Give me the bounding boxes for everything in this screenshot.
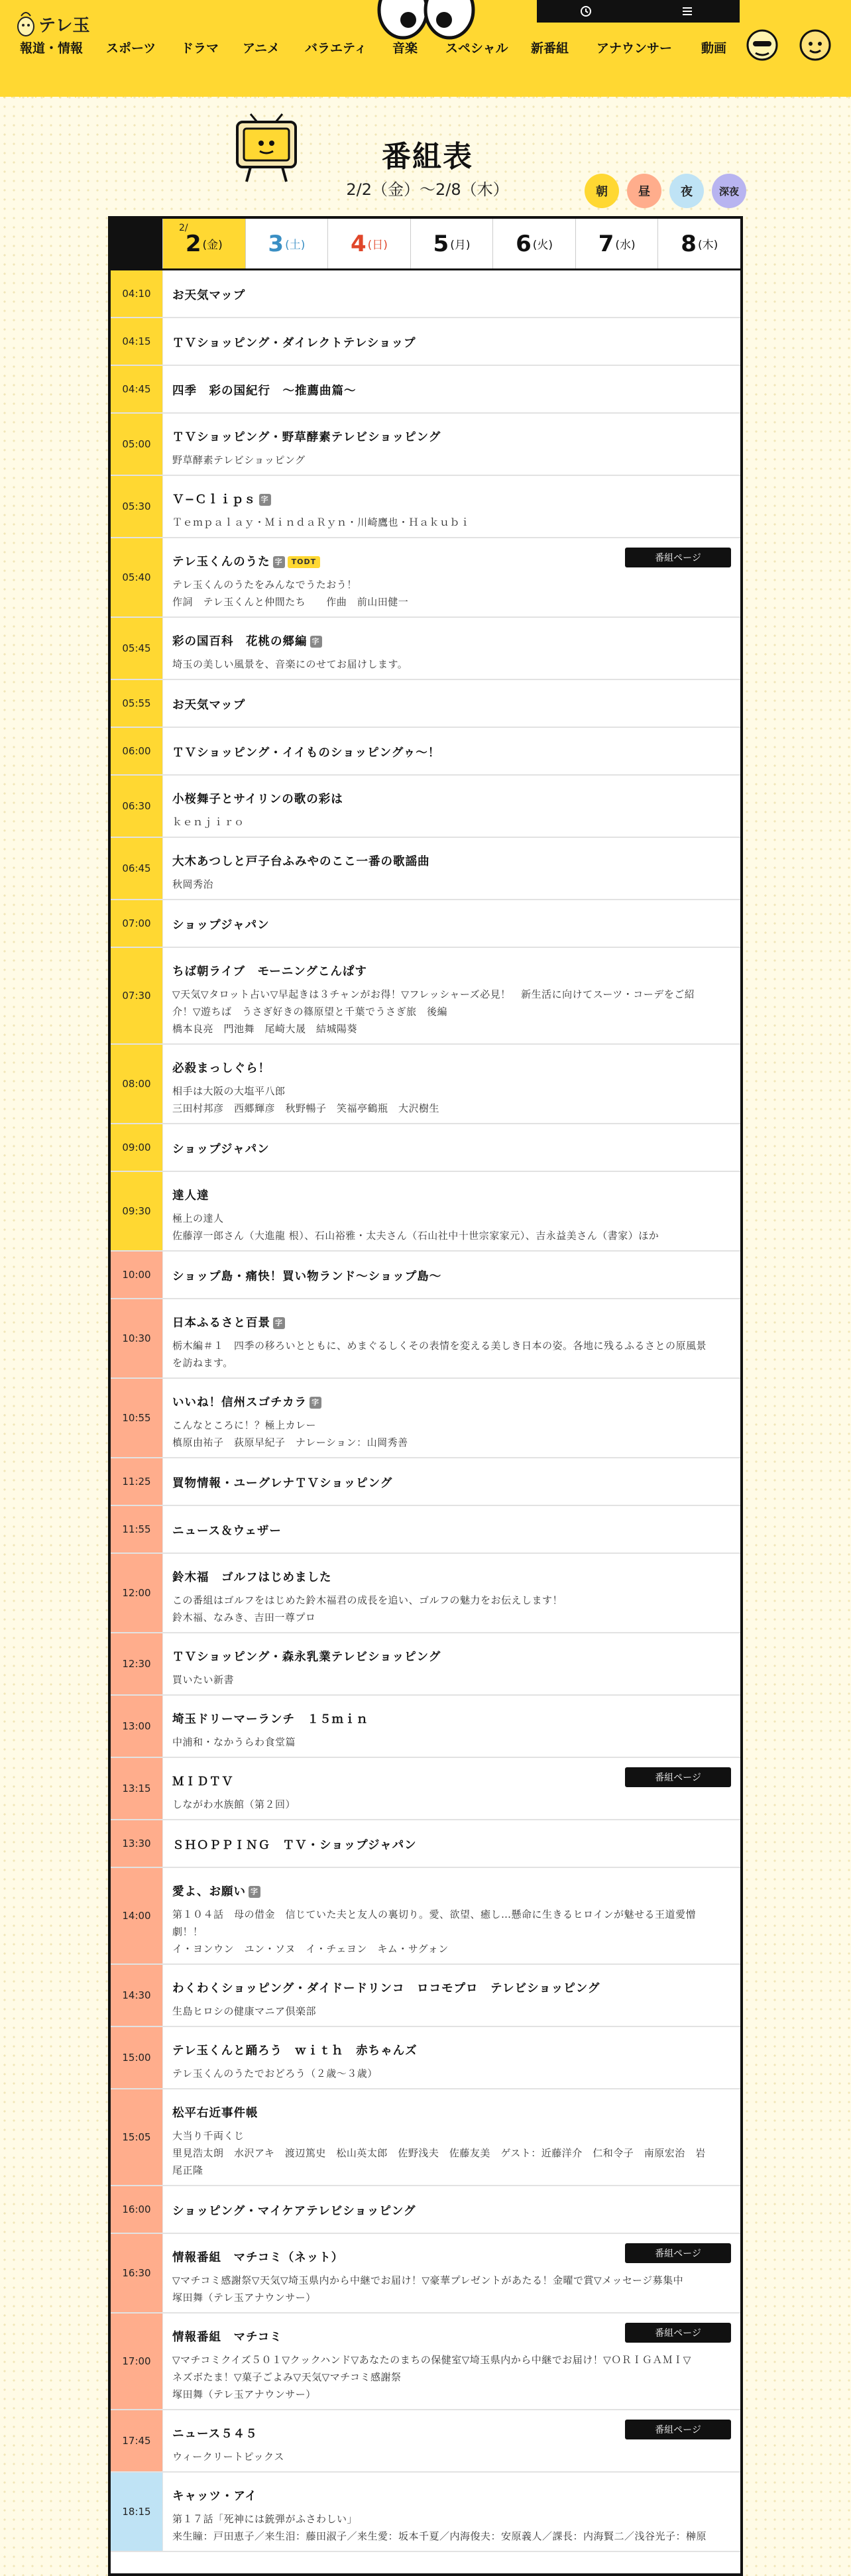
program-time: 04:15 bbox=[111, 318, 163, 365]
program-title-line bbox=[172, 491, 730, 507]
mascot-character-2-icon[interactable] bbox=[798, 27, 832, 61]
page-title: 番組表 bbox=[382, 140, 473, 174]
program-title[interactable]: 松平右近事件帳 bbox=[172, 2107, 258, 2120]
program-time: 05:55 bbox=[111, 680, 163, 727]
program-schedule bbox=[108, 216, 743, 2576]
program-info bbox=[172, 2487, 730, 2545]
program-row[interactable] bbox=[111, 2410, 740, 2473]
clock-icon bbox=[580, 5, 592, 17]
date-tab[interactable] bbox=[410, 219, 493, 268]
program-time: 08:00 bbox=[111, 1045, 163, 1123]
program-info bbox=[172, 1474, 730, 1491]
program-description: Ｔｅｍｐａｌａｙ・ＭｉｎｄａＲｙｎ・川崎鷹也・Ｈａｋｕｂｉ bbox=[172, 516, 471, 528]
program-page-button[interactable]: 番組ページ bbox=[625, 2323, 731, 2343]
program-info bbox=[172, 1267, 730, 1284]
program-title-spacer bbox=[172, 2121, 730, 2127]
program-description: 買いたい新書 bbox=[172, 1674, 235, 1686]
program-title-line bbox=[172, 963, 730, 979]
program-title-spacer bbox=[172, 2265, 730, 2272]
date-tab-day: 7 bbox=[598, 230, 614, 257]
program-title[interactable]: 埼玉ドリーマーランチ １５ｍｉｎ bbox=[172, 1713, 369, 1726]
program-title-line bbox=[172, 1979, 730, 1996]
date-tabs-corner bbox=[111, 219, 162, 268]
program-title[interactable]: 鈴木福 ゴルフはじめました bbox=[172, 1571, 332, 1584]
program-description: 劇！！ bbox=[172, 1926, 203, 1938]
program-info bbox=[172, 790, 730, 831]
date-tabs bbox=[111, 219, 740, 270]
program-info bbox=[172, 744, 730, 760]
subtitle-badge: 字 bbox=[273, 556, 285, 568]
program-info bbox=[172, 963, 730, 1037]
date-tab[interactable] bbox=[657, 219, 740, 268]
program-title-spacer bbox=[172, 1789, 730, 1796]
program-title-line bbox=[172, 382, 730, 398]
menu-link[interactable] bbox=[681, 5, 697, 17]
program-time: 12:00 bbox=[111, 1554, 163, 1632]
program-title-spacer bbox=[172, 445, 730, 451]
program-title-line bbox=[172, 2042, 730, 2058]
program-description: 野草酵素テレビショッピング bbox=[172, 454, 306, 466]
program-title-line bbox=[172, 852, 730, 869]
date-tab-day: 6 bbox=[516, 230, 532, 257]
program-info bbox=[172, 2104, 730, 2179]
program-title-line bbox=[172, 696, 730, 713]
time-of-day-button[interactable]: 朝 bbox=[585, 174, 619, 208]
program-title-line bbox=[172, 1883, 730, 1899]
program-description: 大当り千両くじ bbox=[172, 2130, 245, 2142]
date-tab[interactable] bbox=[162, 219, 245, 268]
nav-variety[interactable]: バラエティ bbox=[305, 41, 367, 56]
program-title-line bbox=[172, 632, 730, 649]
program-title-line bbox=[172, 1267, 730, 1284]
logo-mascot-icon bbox=[16, 9, 36, 38]
program-title-line bbox=[172, 334, 730, 351]
program-time: 14:30 bbox=[111, 1965, 163, 2026]
program-row[interactable] bbox=[111, 366, 740, 414]
program-page-button[interactable]: 番組ページ bbox=[625, 2420, 731, 2439]
program-row[interactable] bbox=[111, 1506, 740, 1554]
program-info bbox=[172, 382, 730, 398]
program-title[interactable]: ニュース５４５ bbox=[172, 2428, 258, 2441]
program-description: ネズボたま！▽菓子ごよみ▽天気▽マチコミ感謝祭 bbox=[172, 2371, 402, 2383]
program-row[interactable] bbox=[111, 1965, 740, 2027]
program-title-line bbox=[172, 1568, 730, 1585]
program-title[interactable]: 日本ふるさと百景 bbox=[172, 1317, 270, 1330]
program-title[interactable]: ＭＩＤＴＶ bbox=[172, 1775, 234, 1788]
program-description: 三田村邦彦 西郷輝彦 秋野暢子 笑福亭鶴瓶 大沢樹生 bbox=[172, 1102, 440, 1114]
date-tab[interactable] bbox=[575, 219, 658, 268]
program-title[interactable]: ＴＶショッピング・森永乳業テレビショッピング bbox=[172, 1651, 441, 1664]
program-description: ▽天気▽タロット占い▽早起きは３チャンがお得！▽フレッシャーズ必見！ 新生活に向けてスーツ・コーデをご紹 bbox=[172, 988, 695, 1000]
date-tab-weekday: (火) bbox=[532, 239, 553, 252]
program-time: 11:55 bbox=[111, 1506, 163, 1552]
program-info bbox=[172, 1710, 730, 1751]
program-time: 05:00 bbox=[111, 414, 163, 475]
program-title[interactable]: 買物情報・ユーグレナＴＶショッピング bbox=[172, 1477, 393, 1490]
program-time: 13:00 bbox=[111, 1696, 163, 1757]
program-title-spacer bbox=[172, 2441, 730, 2448]
program-row[interactable] bbox=[111, 618, 740, 680]
program-row[interactable] bbox=[111, 900, 740, 948]
date-tab[interactable] bbox=[327, 219, 410, 268]
utility-bar bbox=[537, 0, 740, 23]
program-title-line bbox=[172, 428, 730, 445]
date-tab-weekday: (金) bbox=[202, 239, 223, 252]
program-description: 里見浩太朗 水沢アキ 渡辺篤史 松山英太郎 佐野浅夫 佐藤友美 ゲスト：近藤洋介 仁和令子 南原宏治 岩 bbox=[172, 2147, 706, 2159]
program-row[interactable] bbox=[111, 2234, 740, 2313]
program-row[interactable] bbox=[111, 1820, 740, 1868]
program-title[interactable]: テレ玉くんと踊ろう ｗｉｔｈ 赤ちゃんズ bbox=[172, 2044, 418, 2058]
program-row[interactable] bbox=[111, 680, 740, 728]
program-description: 中浦和・なかうらわ食堂篇 bbox=[172, 1736, 296, 1748]
date-tab-month: 2/ bbox=[179, 223, 188, 233]
program-info bbox=[172, 1883, 730, 1958]
program-title-line bbox=[172, 790, 730, 807]
program-time: 06:45 bbox=[111, 838, 163, 899]
program-row[interactable] bbox=[111, 2027, 740, 2089]
program-page-button[interactable]: 番組ページ bbox=[625, 2243, 731, 2263]
program-title-spacer bbox=[172, 1585, 730, 1592]
program-time: 06:00 bbox=[111, 728, 163, 774]
date-tab-day: 3 bbox=[268, 230, 284, 257]
program-title-line bbox=[172, 1710, 730, 1727]
program-title[interactable]: お天気マップ bbox=[172, 289, 246, 302]
program-title-line bbox=[172, 286, 730, 303]
program-row[interactable] bbox=[111, 1252, 740, 1299]
list-icon bbox=[681, 5, 693, 17]
program-row[interactable] bbox=[111, 414, 740, 476]
program-title[interactable]: わくわくショッピング・ダイドードリンコ ロコモプロ テレビショッピング bbox=[172, 1982, 600, 1995]
program-info bbox=[172, 1648, 730, 1688]
program-row[interactable] bbox=[111, 1045, 740, 1124]
program-time: 13:15 bbox=[111, 1758, 163, 1819]
program-row[interactable] bbox=[111, 2089, 740, 2186]
program-time: 06:30 bbox=[111, 776, 163, 837]
program-row[interactable] bbox=[111, 948, 740, 1045]
program-time: 04:45 bbox=[111, 366, 163, 412]
program-time: 15:05 bbox=[111, 2089, 163, 2185]
program-title-line bbox=[172, 2487, 730, 2504]
program-description: ウィークリートピックス bbox=[172, 2451, 284, 2463]
program-title-spacer bbox=[172, 1996, 730, 2003]
program-title[interactable]: 小桜舞子とサイリンの歌の彩は bbox=[172, 793, 343, 806]
program-description: 埼玉の美しい風景を、音楽にのせてお届けします。 bbox=[172, 658, 408, 670]
program-description: テレ玉くんのうたをみんなでうたおう！ bbox=[172, 579, 357, 591]
program-title[interactable]: ショップジャパン bbox=[172, 1143, 270, 1156]
program-description: ｋｅｎｊｉｒｏ bbox=[172, 816, 245, 828]
program-title-spacer bbox=[172, 1727, 730, 1733]
program-title-spacer bbox=[172, 1665, 730, 1671]
program-title-spacer bbox=[172, 1076, 730, 1083]
program-row[interactable] bbox=[111, 476, 740, 538]
subtitle-badge: 字 bbox=[310, 636, 322, 648]
date-tab-day: 5 bbox=[433, 230, 449, 257]
program-row[interactable] bbox=[111, 776, 740, 838]
program-time: 05:40 bbox=[111, 538, 163, 616]
program-title-line bbox=[172, 1059, 730, 1076]
program-title[interactable]: テレ玉くんのうた bbox=[172, 556, 270, 569]
program-description: この番組はゴルフをはじめた鈴木福君の成長を追い、ゴルフの魅力をお伝えします！ bbox=[172, 1594, 563, 1606]
date-tab-day: 4 bbox=[350, 230, 367, 257]
program-time: 13:30 bbox=[111, 1820, 163, 1867]
program-description: しながわ水族館（第２回） bbox=[172, 1798, 296, 1810]
program-info bbox=[172, 1187, 730, 1244]
time-of-day-button[interactable]: 昼 bbox=[627, 174, 661, 208]
program-title-line bbox=[172, 1474, 730, 1491]
program-title-spacer bbox=[172, 869, 730, 876]
program-description: 相手は大阪の大塩平八郎 bbox=[172, 1085, 286, 1097]
program-description: 来生瞳：戸田恵子／来生泪：藤田淑子／来生愛：坂本千夏／内海俊夫：安原義人／課長：内海賢二／浅谷光子：榊原 bbox=[172, 2530, 707, 2542]
program-title[interactable]: ショッピング・マイケアテレビショッピング bbox=[172, 2205, 416, 2218]
program-description: 佐藤淳一郎さん（大進龍 根）、石山裕雅・太夫さん（石山社中十世宗家家元）、吉永益美さん（書家）ほか bbox=[172, 1230, 659, 1242]
program-title[interactable]: 四季 彩の国紀行 〜推薦曲篇〜 bbox=[172, 384, 357, 398]
program-title[interactable]: キャッツ・アイ bbox=[172, 2490, 257, 2503]
program-title[interactable]: ＳＨＯＰＰＩＮＧ ＴＶ・ショップジャパン bbox=[172, 1839, 417, 1852]
nav-drama[interactable]: ドラマ bbox=[181, 41, 219, 56]
program-title-spacer bbox=[172, 1899, 730, 1906]
program-description: ▽マチコミクイズ５０１▽クックハンド▽あなたのまちの保健室▽埼玉県内から中継でお届け！▽ＯＲＩＧＡＭＩ▽ bbox=[172, 2354, 691, 2366]
program-description: テレ玉くんのうたでおどろう（２歳〜３歳） bbox=[172, 2068, 378, 2079]
tv-mascot-icon bbox=[233, 113, 300, 186]
date-tab-day: 2 bbox=[185, 230, 201, 257]
program-description: 槙原由祐子 荻原早紀子 ナレーション：山岡秀善 bbox=[172, 1436, 408, 1448]
program-title-line bbox=[172, 1836, 730, 1853]
site-logo[interactable] bbox=[16, 9, 89, 38]
program-info bbox=[172, 852, 730, 893]
subtitle-badge: 字 bbox=[259, 494, 271, 506]
date-tab-weekday: (日) bbox=[367, 239, 388, 252]
program-title[interactable]: 情報番組 マチコミ bbox=[172, 2331, 282, 2344]
program-description: 第１０４話 母の借金 信じていた夫と友人の裏切り。愛、欲望、癒し…懸命に生きるヒロインが魅せる王道愛憎 bbox=[172, 1908, 697, 1920]
program-info bbox=[172, 1568, 730, 1626]
program-description: イ・ヨンウン ユン・ソヌ イ・チェヨン キム・サグォン bbox=[172, 1943, 449, 1955]
program-time: 09:00 bbox=[111, 1124, 163, 1171]
program-title-spacer bbox=[172, 649, 730, 656]
program-info bbox=[172, 1140, 730, 1157]
program-row[interactable] bbox=[111, 728, 740, 776]
site-header bbox=[0, 0, 851, 97]
program-description: を訪ねます。 bbox=[172, 1357, 233, 1369]
program-badge: TODT bbox=[288, 556, 321, 568]
program-title-line bbox=[172, 1314, 730, 1330]
program-title-spacer bbox=[172, 807, 730, 813]
program-info bbox=[172, 428, 730, 469]
program-time: 17:45 bbox=[111, 2410, 163, 2471]
program-time: 18:15 bbox=[111, 2473, 163, 2551]
program-title-spacer bbox=[172, 2504, 730, 2510]
program-info bbox=[172, 1522, 730, 1539]
date-tab-weekday: (月) bbox=[450, 239, 471, 252]
nav-video[interactable]: 動画 bbox=[701, 41, 727, 56]
date-tab-day: 8 bbox=[681, 230, 697, 257]
program-info bbox=[172, 916, 730, 933]
program-time: 12:30 bbox=[111, 1633, 163, 1694]
program-title-spacer bbox=[172, 979, 730, 986]
nav-music[interactable]: 音楽 bbox=[392, 41, 418, 56]
date-tab-weekday: (土) bbox=[285, 239, 306, 252]
program-description: 塚田舞（テレ玉アナウンサー） bbox=[172, 2292, 316, 2304]
program-info bbox=[172, 696, 730, 713]
nav-new-programs[interactable]: 新番組 bbox=[531, 41, 569, 56]
program-description: 秋岡秀治 bbox=[172, 878, 214, 890]
program-title-line bbox=[172, 916, 730, 933]
program-row[interactable] bbox=[111, 1696, 740, 1758]
program-info bbox=[172, 1836, 730, 1853]
program-row[interactable] bbox=[111, 2313, 740, 2410]
program-title[interactable]: お天気マップ bbox=[172, 699, 246, 712]
time-of-day-filter bbox=[585, 174, 746, 208]
program-title-spacer bbox=[172, 507, 730, 514]
program-time: 16:00 bbox=[111, 2186, 163, 2233]
program-row[interactable] bbox=[111, 1379, 740, 1458]
program-description: 作詞 テレ玉くんと仲間たち 作曲 前山田健一 bbox=[172, 596, 409, 608]
clock-link[interactable] bbox=[580, 5, 596, 17]
program-description: 生島ヒロシの健康マニア倶楽部 bbox=[172, 2005, 317, 2017]
program-row[interactable] bbox=[111, 1172, 740, 1252]
program-description: 鈴木福、なみき、吉田一尊プロ bbox=[172, 1611, 316, 1623]
subtitle-badge: 字 bbox=[273, 1317, 285, 1329]
program-title-line bbox=[172, 2202, 730, 2219]
nav-news[interactable]: 報道・情報 bbox=[20, 41, 84, 56]
program-time: 17:00 bbox=[111, 2313, 163, 2409]
program-description: 栃木編＃１ 四季の移ろいとともに、めまぐるしくその表情を変える美しき日本の姿。各地に残るふるさとの原風景 bbox=[172, 1340, 707, 1352]
program-info bbox=[172, 2042, 730, 2082]
program-time: 10:30 bbox=[111, 1299, 163, 1377]
date-range: 2/2（金）〜2/8（木） bbox=[346, 180, 509, 199]
date-tab-weekday: (木) bbox=[697, 239, 718, 252]
program-time: 15:00 bbox=[111, 2027, 163, 2088]
program-title-line bbox=[172, 744, 730, 760]
program-info bbox=[172, 1979, 730, 2020]
program-description: 第１７話「死神には銃弾がふさわしい」 bbox=[172, 2513, 358, 2525]
program-info bbox=[172, 334, 730, 351]
program-time: 04:10 bbox=[111, 270, 163, 317]
program-row[interactable] bbox=[111, 318, 740, 366]
program-title-line bbox=[172, 1140, 730, 1157]
program-title[interactable]: 情報番組 マチコミ（ネット） bbox=[172, 2251, 344, 2264]
program-time: 10:55 bbox=[111, 1379, 163, 1457]
date-tab[interactable] bbox=[492, 219, 575, 268]
program-title-spacer bbox=[172, 1410, 730, 1417]
program-info bbox=[172, 1059, 730, 1117]
program-title[interactable]: ショップジャパン bbox=[172, 919, 270, 932]
program-title-line bbox=[172, 2104, 730, 2121]
program-description: こんなところに！？極上カレー bbox=[172, 1419, 317, 1431]
program-description: 介！▽遊ちば うさぎ好きの篠原望と千葉でうさぎ旅 後編 bbox=[172, 1006, 448, 1018]
program-description: 極上の達人 bbox=[172, 1212, 224, 1224]
program-row[interactable] bbox=[111, 838, 740, 900]
program-time: 14:00 bbox=[111, 1868, 163, 1963]
program-title[interactable]: ＴＶショッピング・イイものショッピングゥ〜！ bbox=[172, 746, 441, 760]
program-info bbox=[172, 1314, 730, 1372]
program-title[interactable]: 大木あつしと戸子台ふみやのここ一番の歌謡曲 bbox=[172, 855, 430, 868]
logo-text: テレ玉 bbox=[38, 15, 90, 36]
program-info bbox=[172, 286, 730, 303]
program-description: 尾正隆 bbox=[172, 2164, 203, 2176]
program-info bbox=[172, 491, 730, 531]
program-time: 07:00 bbox=[111, 900, 163, 947]
program-info bbox=[172, 1393, 730, 1451]
program-title[interactable]: 愛よ、お願い bbox=[172, 1885, 246, 1899]
program-time: 11:25 bbox=[111, 1458, 163, 1505]
program-row[interactable] bbox=[111, 1868, 740, 1965]
header-zigzag-border bbox=[0, 89, 851, 105]
program-title-spacer bbox=[172, 2345, 730, 2351]
program-title[interactable]: 達人達 bbox=[172, 1189, 209, 1202]
program-title[interactable]: いいね！信州スゴチカラ bbox=[172, 1396, 308, 1409]
program-title[interactable]: 彩の国百科 花桃の郷編 bbox=[172, 635, 308, 648]
program-title[interactable]: ＴＶショッピング・ダイレクトテレショップ bbox=[172, 337, 416, 350]
program-row[interactable] bbox=[111, 1758, 740, 1820]
program-row[interactable] bbox=[111, 1124, 740, 1172]
program-title[interactable]: ニュース＆ウェザー bbox=[172, 1525, 282, 1538]
program-time: 09:30 bbox=[111, 1172, 163, 1250]
subtitle-badge: 字 bbox=[249, 1886, 260, 1898]
program-page-button[interactable]: 番組ページ bbox=[625, 1767, 731, 1787]
program-row[interactable] bbox=[111, 538, 740, 618]
program-row[interactable] bbox=[111, 270, 740, 318]
nav-announcer[interactable]: アナウンサー bbox=[596, 41, 673, 56]
program-row[interactable] bbox=[111, 1633, 740, 1696]
mascot-eyes-icon bbox=[376, 0, 476, 40]
program-row[interactable] bbox=[111, 1458, 740, 1506]
program-title-spacer bbox=[172, 2058, 730, 2065]
program-time: 16:30 bbox=[111, 2234, 163, 2312]
program-title-line bbox=[172, 1648, 730, 1665]
program-title[interactable]: ちば朝ライブ モーニングこんぱす bbox=[172, 965, 367, 978]
program-title-line bbox=[172, 1393, 730, 1410]
program-title[interactable]: ショップ島・痛快！買い物ランド〜ショップ島〜 bbox=[172, 1270, 442, 1283]
program-title[interactable]: ＴＶショッピング・野草酵素テレビショッピング bbox=[172, 431, 441, 444]
subtitle-badge: 字 bbox=[310, 1397, 321, 1409]
time-of-day-button[interactable]: 夜 bbox=[669, 174, 704, 208]
program-title[interactable]: Ｖ−Ｃｌｉｐｓ bbox=[172, 493, 256, 506]
program-title-spacer bbox=[172, 1330, 730, 1337]
nav-special[interactable]: スペシャル bbox=[445, 41, 508, 56]
program-row[interactable] bbox=[111, 2186, 740, 2234]
program-title-spacer bbox=[172, 1203, 730, 1210]
program-description: 塚田舞（テレ玉アナウンサー） bbox=[172, 2388, 316, 2400]
program-page-button[interactable]: 番組ページ bbox=[625, 548, 731, 567]
program-row[interactable] bbox=[111, 1554, 740, 1633]
program-time: 10:00 bbox=[111, 1252, 163, 1298]
program-title-line bbox=[172, 1522, 730, 1539]
date-tab[interactable] bbox=[245, 219, 328, 268]
date-tab-weekday: (水) bbox=[615, 239, 636, 252]
program-description: ▽マチコミ感謝祭▽天気▽埼玉県内から中継でお届け！▽豪華プレゼントがあたる！金曜で賞▽メッセージ募集中 bbox=[172, 2274, 684, 2286]
nav-anime[interactable]: アニメ bbox=[243, 41, 280, 56]
program-time: 05:45 bbox=[111, 618, 163, 679]
program-info bbox=[172, 632, 730, 673]
program-description: 橋本良亮 門池舞 尾崎大晟 結城陽葵 bbox=[172, 1023, 358, 1035]
nav-sports[interactable]: スポーツ bbox=[106, 41, 156, 56]
program-row[interactable] bbox=[111, 2473, 740, 2552]
mascot-character-icon[interactable] bbox=[745, 27, 779, 61]
program-title-spacer bbox=[172, 569, 730, 576]
program-title[interactable]: 必殺まっしぐら！ bbox=[172, 1062, 270, 1075]
program-info bbox=[172, 2202, 730, 2219]
program-time: 07:30 bbox=[111, 948, 163, 1043]
program-row[interactable] bbox=[111, 1299, 740, 1379]
program-title-line bbox=[172, 1187, 730, 1203]
program-time: 05:30 bbox=[111, 476, 163, 537]
time-of-day-button[interactable]: 深夜 bbox=[712, 174, 746, 208]
